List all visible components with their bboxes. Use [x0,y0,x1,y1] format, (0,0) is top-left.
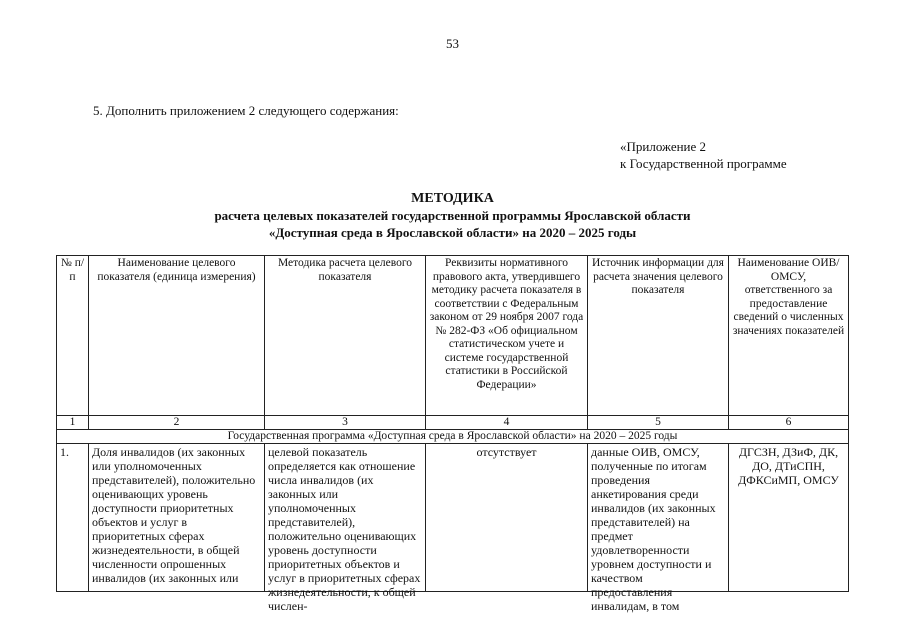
title-line-1: МЕТОДИКА [411,191,494,206]
column-number: 4 [426,416,588,430]
calculation-method-text: целевой показатель определяется как отношение числа инвалидов (их законных или уполномоченных представителей), положительно оценивающих уровень доступности приоритетных объектов и услуг в приоритетных сферах жизнедеятельности, к общей числен- [268,445,421,613]
indicator-name [89,444,265,592]
instruction-paragraph: 5. Дополнить приложением 2 следующего содержания: [93,103,399,118]
page-number: 53 [446,36,459,51]
methodology-table [56,255,849,613]
indicator-name-text: Доля инвалидов (их законных или уполномоченных представителей), положительно оценивающих уровень доступности приоритетных объектов и услуг в приоритетных сферах жизнедеятельности, в общей численности опрошенных инвалидов (их законных или [92,445,256,585]
information-source-text: данные ОИВ, ОМСУ, полученные по итогам проведения анкетирования среди инвалидов (их законных представителей) на предмет удовлетворенности уровнем доступности и качеством предоставления инвалидам, в том [591,445,716,613]
appendix-line-2: к Государственной программе [620,156,787,171]
section-row [57,430,849,444]
legal-act: отсутствует [426,444,588,592]
table-row [57,444,849,592]
title-line-2: расчета целевых показателей государственной программы Ярославской области [214,208,691,223]
header-cell: Источник информации для расчета значения целевого показателя [588,256,729,416]
appendix-reference [620,138,787,172]
header-cell: Реквизиты нормативного правового акта, утвердившего методику расчета показателя в соответствии с Федеральным законом от 29 ноября 2007 года № 282-ФЗ «Об официальном статистическом учете и системе государственной статистики в Российской Федерации» [426,256,588,416]
column-number: 6 [729,416,849,430]
header-cell: Наименование ОИВ/ОМСУ, ответственного за предоставление сведений о численных значениях показателей [729,256,849,416]
appendix-line-1: «Приложение 2 [620,139,707,154]
document-title [0,190,905,241]
information-source [588,444,729,613]
column-number: 5 [588,416,729,430]
header-cell: № п/п [57,256,89,416]
column-number: 2 [89,416,265,430]
responsible-authority: ДГСЗН, ДЗиФ, ДК, ДО, ДТиСПН, ДФКСиМП, ОМСУ [729,444,849,592]
column-number: 3 [265,416,426,430]
section-title: Государственная программа «Доступная среда в Ярославской области» на 2020 – 2025 годы [57,430,849,444]
column-number-row [57,416,849,430]
header-cell: Наименование целевого показателя (единица измерения) [89,256,265,416]
calculation-method [265,444,426,613]
title-line-3: «Доступная среда в Ярославской области» на 2020 – 2025 годы [268,225,637,240]
row-number: 1. [57,444,89,592]
header-cell: Методика расчета целевого показателя [265,256,426,416]
column-number: 1 [57,416,89,430]
table-header-row [57,256,849,416]
